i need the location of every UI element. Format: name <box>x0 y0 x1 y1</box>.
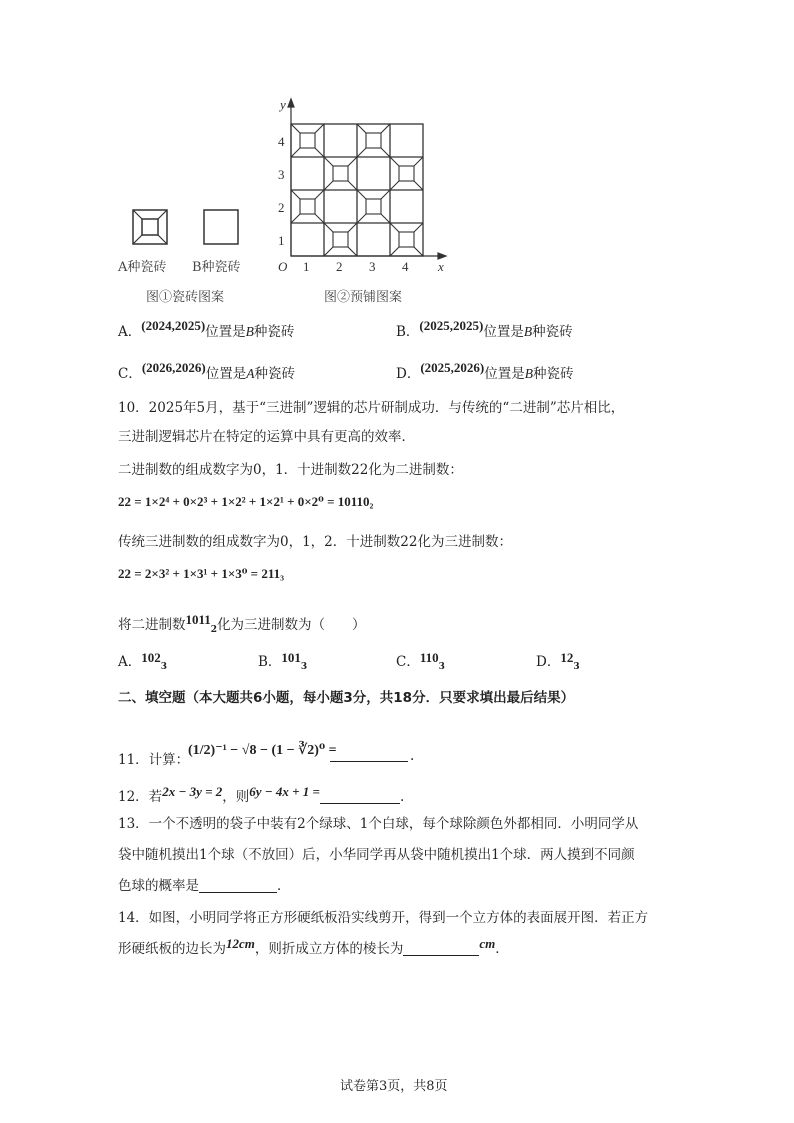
option-base: 3 <box>438 662 445 672</box>
fig1-caption: 图①瓷砖图案 <box>146 290 225 305</box>
section2-heading: 二、填空题（本大题共6小题，每小题3分，共18分．只要求填出最后结果） <box>118 690 575 706</box>
q12 <box>118 784 404 805</box>
q11-expression: (1/2)⁻¹ − √8 − (1 − ∛2)⁰ = <box>188 743 337 758</box>
coord: (2024,2025) <box>141 318 206 333</box>
option-text: 种瓷砖 <box>253 324 295 340</box>
option-text: 种瓷砖 <box>533 366 574 382</box>
q12-period: . <box>399 789 405 805</box>
q12-expression: 6y − 4x + 1 = <box>249 784 320 799</box>
option-base: 3 <box>573 662 580 672</box>
q10-option-b[interactable] <box>258 650 307 672</box>
option-letter: D． <box>396 366 421 382</box>
q13-line1: 13．一个不透明的袋子中装有2个绿球、1个白球，每个球除颜色外都相同．小明同学从 <box>118 816 639 832</box>
option-letter: C． <box>396 654 420 670</box>
option-text: 位置是 <box>205 324 246 340</box>
y-axis-label: y <box>280 97 286 112</box>
option-letter: B． <box>258 654 282 670</box>
tile-b-label: B种瓷砖 <box>192 260 241 275</box>
option-letter: A． <box>118 654 142 670</box>
q11-answer-blank[interactable] <box>330 748 408 762</box>
coord: (2025,2026) <box>420 360 485 375</box>
option-letter: A． <box>118 324 142 340</box>
tile-a-label: A种瓷砖 <box>118 260 167 275</box>
option-base: 3 <box>160 662 168 672</box>
q14-unit: cm <box>479 936 496 951</box>
origin-label: O <box>278 259 288 274</box>
option-base: 3 <box>300 662 308 672</box>
option-text: 位置是 <box>484 366 525 382</box>
q13-answer-blank[interactable] <box>199 879 277 893</box>
option-text: 位置是 <box>205 366 247 382</box>
q14-value: 12cm <box>226 936 255 951</box>
option-letter: B． <box>396 324 420 340</box>
q10-question <box>118 612 366 635</box>
option-text: 种瓷砖 <box>254 366 296 382</box>
q10-equation-ternary: 22 = 2×3² + 1×3¹ + 1×3⁰ = 211₃ <box>118 566 285 581</box>
q10-line1: 10．2025年5月，基于“三进制”逻辑的芯片研制成功．与传统的“二进制”芯片相比， <box>118 400 625 416</box>
q14-prefix: 形硬纸板的边长为 <box>118 941 226 957</box>
x-tick-4: 4 <box>402 259 409 274</box>
q12-answer-blank[interactable] <box>320 790 400 804</box>
q10-equation-binary: 22 = 1×2⁴ + 0×2³ + 1×2² + 1×2¹ + 0×2⁰ = 10110₂ <box>118 494 374 509</box>
q10-option-d[interactable] <box>536 650 580 672</box>
x-tick-1: 1 <box>303 259 310 274</box>
q12-mid: ，则 <box>222 789 250 805</box>
q9-option-d[interactable] <box>396 360 574 382</box>
q10-option-a[interactable] <box>118 650 167 672</box>
q14-mid: ，则折成立方体的棱长为 <box>254 941 404 957</box>
ask-prefix: 将二进制数 <box>118 617 186 633</box>
x-tick-2: 2 <box>336 259 343 274</box>
q11 <box>118 748 189 768</box>
option-letter: C． <box>118 366 142 382</box>
axes <box>288 99 446 259</box>
option-number: 102 <box>141 650 161 665</box>
coord: (2025,2025) <box>419 318 484 333</box>
q14-suffix: ． <box>495 941 509 957</box>
y-tick-4: 4 <box>278 134 285 149</box>
y-tick-1: 1 <box>278 233 285 248</box>
q12-condition: 2x − 3y = 2 <box>162 784 223 799</box>
x-axis-label: x <box>438 259 444 274</box>
option-number: 110 <box>419 650 439 665</box>
ask-base: 2 <box>210 625 218 635</box>
option-number: 12 <box>560 650 574 665</box>
q9-option-b[interactable] <box>396 318 573 340</box>
tile-a-icon <box>133 210 167 244</box>
y-tick-2: 2 <box>278 200 285 215</box>
x-tick-3: 3 <box>369 259 376 274</box>
option-var: A <box>246 366 255 381</box>
fig2-caption: 图②预铺图案 <box>324 290 403 305</box>
q14-line1: 14．如图，小明同学将正方形硬纸板沿实线剪开，得到一个立方体的表面展开图．若正方 <box>118 910 649 926</box>
option-text: 种瓷砖 <box>532 324 573 340</box>
coord: (2026,2026) <box>141 360 206 375</box>
page-footer: 试卷第3页，共8页 <box>340 1079 448 1094</box>
option-text: 位置是 <box>483 324 524 340</box>
q9-option-a[interactable] <box>118 318 294 340</box>
q14-line2 <box>118 936 509 957</box>
q13-prefix: 色球的概率是 <box>118 878 199 894</box>
option-var: B <box>245 324 254 339</box>
q11-prefix: 11．计算： <box>118 752 190 768</box>
q13-line2: 袋中随机摸出1个球（不放回）后，小华同学再从袋中随机摸出1个球．两人摸到不同颜 <box>118 847 635 863</box>
ask-suffix: 化为三进制数为（ ） <box>217 617 366 633</box>
q10-line2: 三进制逻辑芯片在特定的运算中具有更高的效率． <box>118 429 415 445</box>
option-letter: D． <box>536 654 561 670</box>
q13-suffix: ． <box>277 878 291 894</box>
q9-option-c[interactable] <box>118 360 295 382</box>
q10-option-c[interactable] <box>396 650 445 672</box>
tile-figure <box>120 95 460 315</box>
option-var: B <box>524 366 533 381</box>
q10-line4: 传统三进制数的组成数字为0，1，2．十进制数22化为三进制数： <box>118 534 512 550</box>
ask-number: 1011 <box>185 612 211 627</box>
option-var: B <box>523 324 533 339</box>
option-number: 101 <box>281 650 301 665</box>
q14-answer-blank[interactable] <box>403 942 479 956</box>
q12-prefix: 12．若 <box>118 789 163 805</box>
q10-line3: 二进制数的组成数字为0，1．十进制数22化为二进制数： <box>118 462 463 478</box>
tile-b-icon <box>204 210 238 244</box>
q13-line3 <box>118 874 291 894</box>
q11-period: . <box>410 748 415 764</box>
y-tick-3: 3 <box>278 167 285 182</box>
